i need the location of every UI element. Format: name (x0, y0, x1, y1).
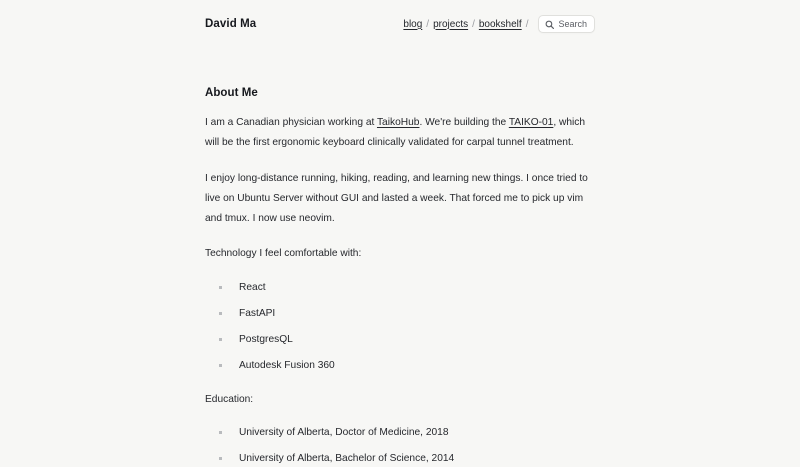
page-container (205, 0, 595, 467)
link-taiko-01[interactable]: TAIKO-01 (508, 117, 554, 128)
search-button-label: Search (558, 19, 587, 29)
nav-separator: / (426, 18, 430, 30)
nav-link-bookshelf[interactable]: bookshelf (478, 18, 522, 30)
nav-link-blog[interactable]: blog (403, 18, 423, 30)
education-list (205, 425, 595, 467)
para1-part3: , which will be the first ergonomic keyboard clinically validated for carpal tunnel treatment. (205, 117, 586, 148)
education-intro: Education: (205, 393, 254, 405)
tech-list (205, 280, 595, 373)
nav-separator: / (525, 18, 529, 30)
list-item: University of Alberta, Bachelor of Science, 2014 (219, 451, 595, 467)
site-header (205, 13, 595, 35)
nav-link-projects[interactable]: projects (433, 18, 469, 30)
list-item: Autodesk Fusion 360 (219, 358, 595, 374)
site-brand[interactable]: David Ma (205, 18, 257, 30)
para1-part1: I am a Canadian physician working at (205, 117, 377, 128)
tech-intro: Technology I feel comfortable with: (205, 248, 362, 260)
list-item: PostgresQL (219, 332, 595, 348)
search-icon (545, 20, 554, 29)
link-taikohub[interactable]: TaikoHub (376, 117, 420, 128)
page-title: About Me (205, 87, 258, 99)
list-item: React (219, 280, 595, 296)
list-item: University of Alberta, Doctor of Medicine, 2018 (219, 425, 595, 441)
search-button[interactable] (538, 15, 595, 33)
main-content (205, 35, 595, 467)
primary-nav (403, 15, 595, 33)
nav-separator: / (472, 18, 475, 30)
para1-part2: . We're building the (419, 117, 509, 128)
about-paragraph-2: I enjoy long-distance running, hiking, reading, and learning new things. I once tried to live on Ubuntu Server without GUI and lasted a week. That forced me to pick up vim and tmux. I now use neovim. (205, 172, 588, 224)
list-item: FastAPI (219, 306, 595, 322)
about-paragraph-1 (205, 113, 595, 153)
